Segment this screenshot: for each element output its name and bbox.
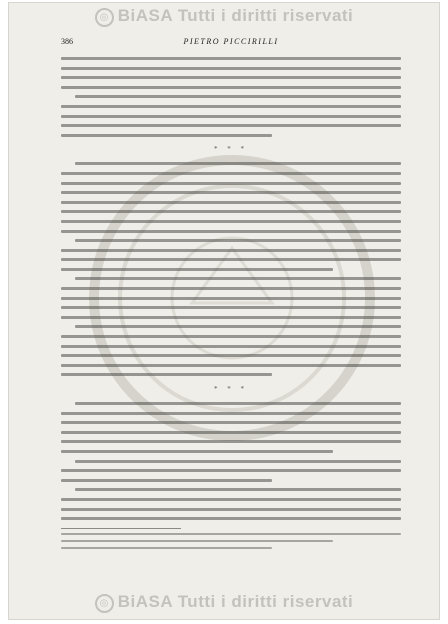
text-line bbox=[61, 268, 333, 271]
page-content bbox=[61, 37, 401, 554]
running-head-author: PIETRO PICCIRILLI bbox=[183, 37, 279, 46]
paragraph-block-1 bbox=[61, 57, 401, 137]
text-line bbox=[61, 210, 401, 213]
text-line bbox=[61, 57, 401, 60]
text-line bbox=[61, 364, 401, 367]
text-line bbox=[75, 239, 401, 242]
text-line bbox=[61, 450, 333, 453]
text-line bbox=[75, 162, 401, 165]
text-line bbox=[61, 86, 401, 89]
text-line bbox=[75, 325, 401, 328]
text-line bbox=[61, 440, 401, 443]
text-line bbox=[61, 230, 401, 233]
footnote-line bbox=[61, 533, 401, 535]
text-line bbox=[61, 287, 401, 290]
text-line bbox=[75, 95, 401, 98]
text-line bbox=[61, 134, 272, 137]
page-number: 386 bbox=[61, 37, 73, 46]
section-divider: * * * bbox=[214, 145, 248, 154]
footnote-line bbox=[61, 547, 272, 549]
text-line bbox=[75, 460, 401, 463]
scanned-page bbox=[8, 2, 440, 620]
text-line bbox=[61, 258, 401, 261]
text-line bbox=[61, 201, 401, 204]
text-line bbox=[61, 124, 401, 127]
section-divider: * * * bbox=[214, 385, 248, 393]
text-line bbox=[61, 316, 401, 319]
text-line bbox=[61, 354, 401, 357]
text-line bbox=[61, 412, 401, 415]
text-line bbox=[61, 335, 401, 338]
text-line bbox=[61, 115, 401, 118]
watermark-top bbox=[9, 6, 439, 27]
watermark-top-text: BiASA Tutti i diritti riservati bbox=[117, 6, 354, 25]
text-line bbox=[61, 191, 401, 194]
text-line bbox=[61, 469, 401, 472]
paragraph-block-2 bbox=[61, 162, 401, 376]
text-line bbox=[61, 508, 401, 511]
text-line bbox=[61, 172, 401, 175]
biasa-logo-icon: ◎ bbox=[95, 8, 114, 27]
watermark-bottom bbox=[9, 592, 439, 613]
text-line bbox=[61, 345, 401, 348]
footnote-line bbox=[61, 540, 333, 542]
text-line bbox=[61, 220, 401, 223]
text-line bbox=[61, 182, 401, 185]
footnotes bbox=[61, 533, 401, 549]
text-line bbox=[61, 479, 272, 482]
text-line bbox=[75, 488, 401, 491]
text-line bbox=[61, 421, 401, 424]
text-line bbox=[61, 306, 401, 309]
text-line bbox=[75, 277, 401, 280]
biasa-logo-icon: ◎ bbox=[95, 594, 114, 613]
text-line bbox=[61, 105, 401, 108]
text-line bbox=[61, 67, 401, 70]
text-line bbox=[61, 431, 401, 434]
text-line bbox=[61, 517, 401, 520]
text-line bbox=[61, 373, 272, 376]
text-line bbox=[75, 402, 401, 405]
running-head bbox=[61, 37, 401, 51]
text-line bbox=[61, 249, 401, 252]
text-line bbox=[61, 498, 401, 501]
text-line bbox=[61, 297, 401, 300]
watermark-bottom-text: BiASA Tutti i diritti riservati bbox=[117, 592, 354, 611]
paragraph-block-3 bbox=[61, 402, 401, 520]
text-line bbox=[61, 76, 401, 79]
